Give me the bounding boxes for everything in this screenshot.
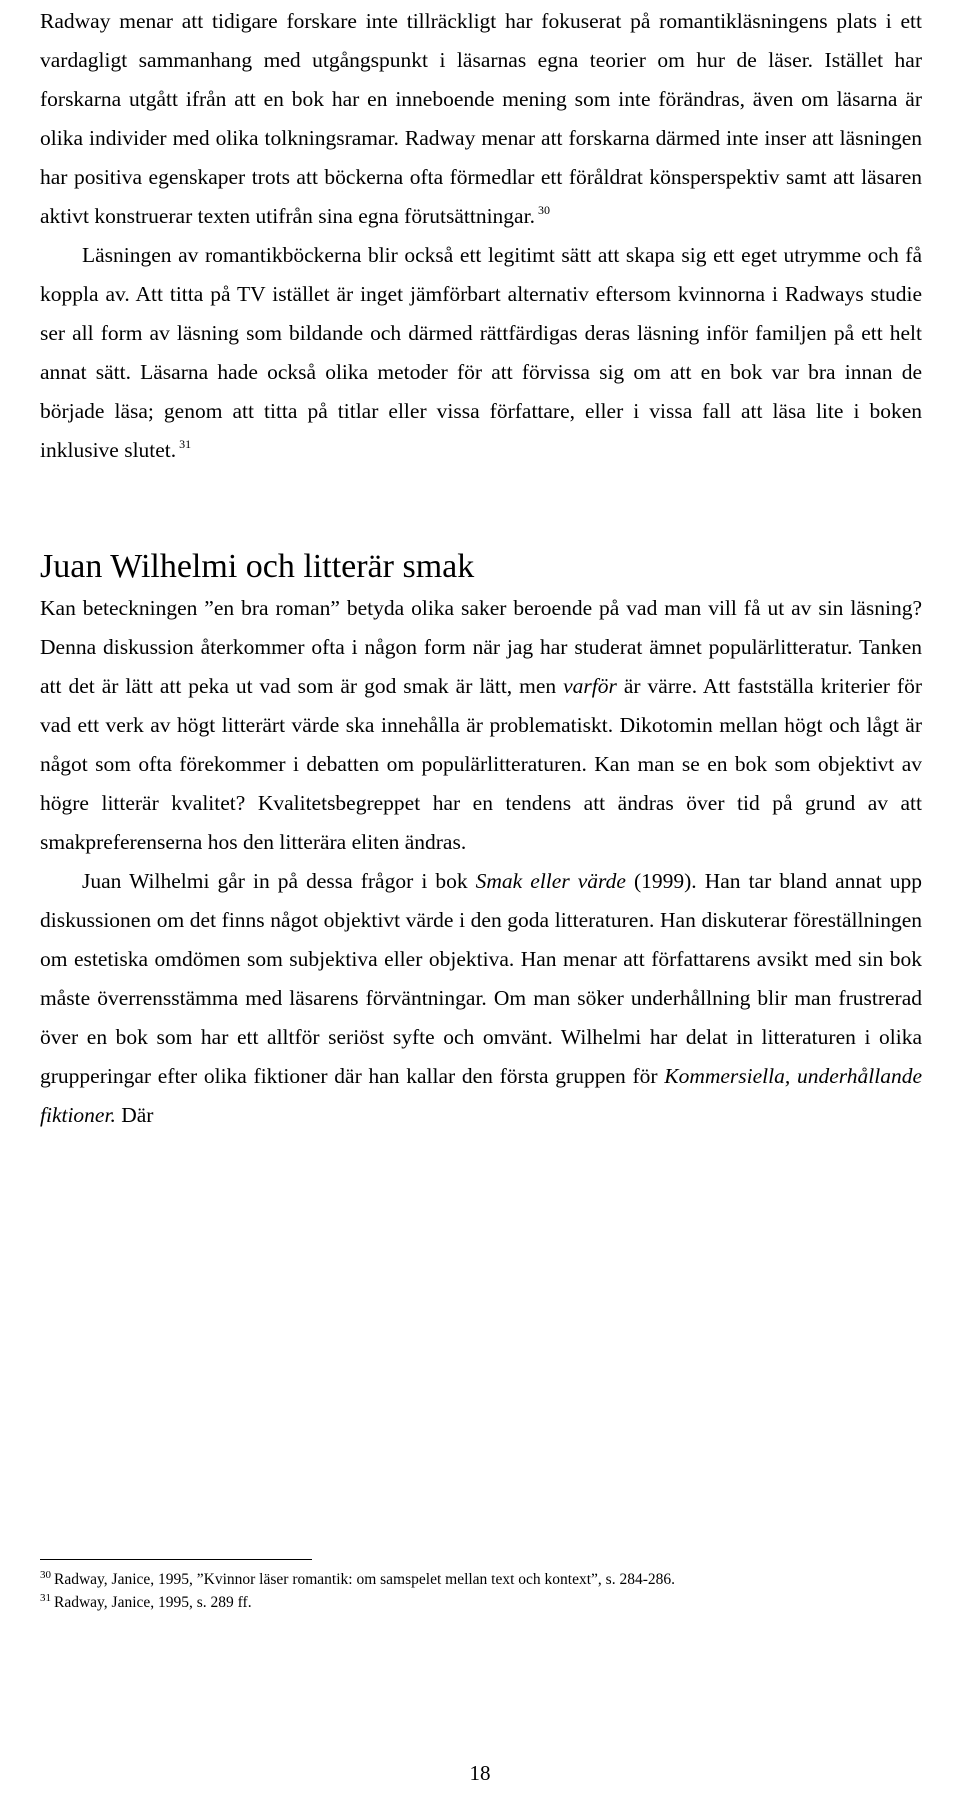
emphasis-text: varför xyxy=(563,674,617,698)
paragraph-text: Radway menar att tidigare forskare inte tillräckligt har fokuserat på romantikläsningens plats i ett vardagligt sammanhang med utgångspunkt i läsarnas egna teorier om hur de läser. Istället har forskarna utgått ifrån att en bok har en inneboende mening som inte förändras, även om läsarna är olika individer med olika tolkningsramar. Radway menar att forskarna därmed inte inser att läsningen har positiva egenskaper trots att böckerna ofta förmedlar ett föråldrat könsperspektiv samt att läsaren aktivt konstruerar texten utifrån sina egna förutsättningar. xyxy=(40,9,922,228)
footnote-text: Radway, Janice, 1995, ”Kvinnor läser romantik: om samspelet mellan text och kontext”, s. 284-286. xyxy=(54,1571,675,1588)
paragraph-text: (1999). Han tar bland annat upp diskussionen om det finns något objektivt värde i den goda litteraturen. Han diskuterar föreställningen om estetiska omdömen som subjektiva eller objektiva. Han menar att författarens avsikt med sin bok måste överrensstämma med läsarens förväntningar. Om man söker underhållning blir man frustrerad över en bok som har ett alltför seriöst syfte och omvänt. Wilhelmi har delat in litteraturen i olika grupperingar efter olika fiktioner där han kallar den första gruppen för xyxy=(40,869,923,1088)
footnote-text: Radway, Janice, 1995, s. 289 ff. xyxy=(54,1594,252,1611)
page-content xyxy=(40,0,922,1135)
page-number: 18 xyxy=(469,1761,491,1785)
paragraph-text: Läsningen av romantikböckerna blir också ett legitimt sätt att skapa sig ett eget utrymme och få koppla av. Att titta på TV istället är inget jämförbart alternativ eftersom kvinnorna i Radways studie ser all form av läsning som bildande och därmed rättfärdigas deras läsning inför familjen på ett helt annat sätt. Läsarna hade också olika metoder för att förvissa sig om att en bok var bra innan de började läsa; genom att titta på titlar eller vissa författare, eller i vissa fall att läsa lite i boken inklusive slutet. xyxy=(40,243,922,462)
footnote-number: 30 xyxy=(40,1569,51,1581)
paragraph-good-novel xyxy=(40,589,922,862)
paragraph-text: Juan Wilhelmi går in på dessa frågor i bok xyxy=(82,869,476,893)
footnote-number: 31 xyxy=(40,1592,51,1604)
book-title: Smak eller värde xyxy=(475,869,626,893)
category-title: Kommersiella, underhållande fiktioner. xyxy=(40,1064,922,1127)
footnote-ref-30[interactable]: 30 xyxy=(537,203,550,217)
paragraph-radway-intro xyxy=(40,2,922,236)
footnote-divider xyxy=(40,1559,312,1560)
footnote-ref-31[interactable]: 31 xyxy=(179,437,192,451)
paragraph-text: Kan beteckningen ”en bra roman” betyda olika saker beroende på vad man vill få ut av sin läsning? Denna diskussion återkommer ofta i någon form när jag har studerat ämnet populärlitteratur. Tanken att det är lätt att peka ut vad som är god smak är lätt, men xyxy=(40,596,922,698)
footnotes xyxy=(40,1568,922,1614)
paragraph-reading-legitimacy xyxy=(40,236,922,470)
paragraph-wilhelmi xyxy=(40,862,922,1135)
paragraph-text: är värre. Att fastställa kriterier för vad ett verk av högt litterärt värde ska innehålla är problematiskt. Dikotomin mellan högt och lågt är något som ofta förekommer i debatten om populärlitteraturen. Kan man se en bok som objektivt av högre litterär kvalitet? Kvalitetsbegreppet har en tendens att ändras över tid på grund av att smakpreferenserna hos den litterära eliten ändras. xyxy=(40,674,922,854)
footnote-31 xyxy=(40,1591,922,1614)
footnote-30 xyxy=(40,1568,922,1591)
paragraph-text: Där xyxy=(115,1103,154,1127)
section-heading: Juan Wilhelmi och litterär smak xyxy=(40,548,475,585)
